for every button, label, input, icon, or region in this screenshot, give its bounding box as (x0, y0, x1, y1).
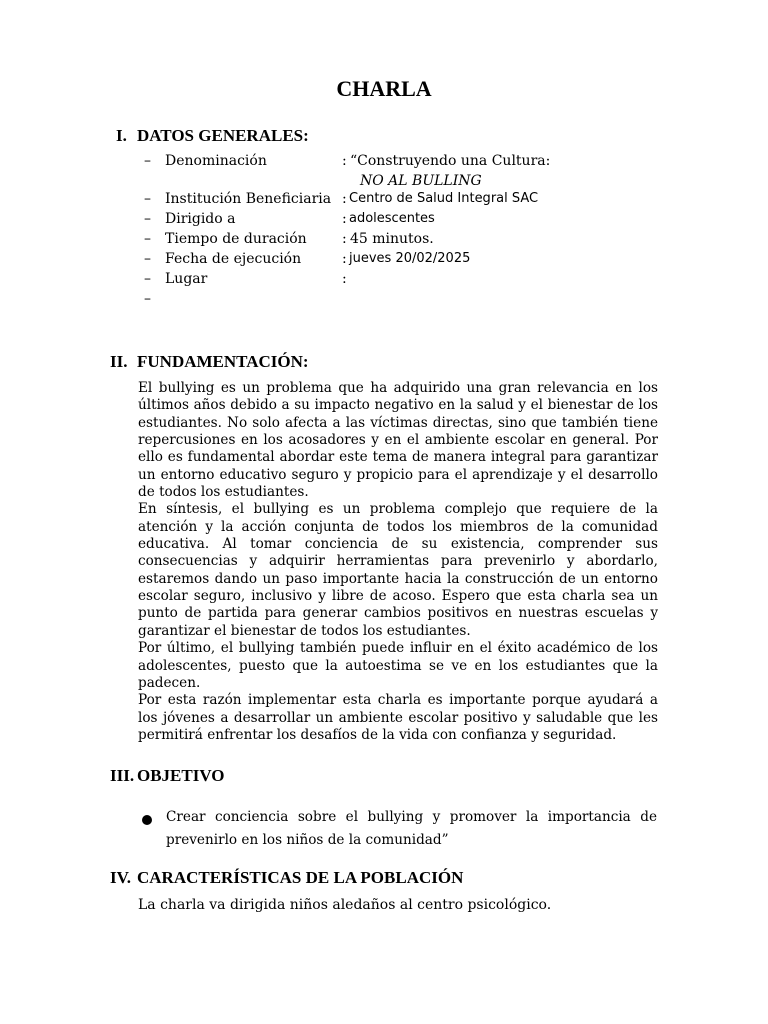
section-number: IV. (110, 868, 131, 887)
section-title: FUNDAMENTACIÓN: (137, 352, 309, 371)
row-dash: – (144, 211, 151, 227)
row-label: Institución Beneficiaria (165, 191, 332, 207)
fundamentacion-body (138, 380, 658, 744)
row-colon: : (342, 153, 347, 169)
section-heading-objetivo (110, 766, 225, 786)
row-dash: – (144, 251, 151, 267)
section-number: I. (116, 126, 127, 145)
row-colon: : (342, 191, 347, 207)
paragraph: En síntesis, el bullying es un problema complejo que requiere de la atención y la acción conjunta de todos los miembros de la comunidad educativa. Al tomar conciencia de su existencia, comprender sus consecuencias y adquirir herramientas para prevenirlo y abordarlo, estaremos dando un paso importante hacia la construcción de un entorno escolar seguro, inclusivo y libre de acoso. Espero que esta charla sea un punto de partida para generar cambios positivos en nuestras escuelas y garantizar el bienestar de todos los estudiantes. (138, 501, 658, 639)
paragraph: Por esta razón implementar esta charla es importante porque ayudará a los jóvenes a desarrollar un ambiente escolar positivo y saludable que les permitirá enfrentar los desafíos de la vida con confianza y seguridad. (138, 692, 658, 743)
row-label: Lugar (165, 271, 208, 287)
row-dash: – (144, 291, 151, 307)
section-title: DATOS GENERALES: (137, 126, 309, 145)
row-value: “Construyendo una Cultura: (350, 153, 551, 169)
row-colon: : (342, 231, 347, 247)
poblacion-text: La charla va dirigida niños aledaños al centro psicológico. (138, 897, 552, 913)
section-number: III. (110, 766, 135, 785)
paragraph: Por último, el bullying también puede influir en el éxito académico de los adolescentes, puesto que la autoestima se ve en los estudiantes que la padecen. (138, 640, 658, 691)
row-colon: : (342, 271, 347, 287)
row-label: Denominación (165, 153, 267, 169)
row-label: Tiempo de duración (165, 231, 307, 247)
row-label: Dirigido a (165, 211, 236, 227)
row-label: Fecha de ejecución (165, 251, 302, 267)
section-title: CARACTERÍSTICAS DE LA POBLACIÓN (137, 868, 464, 887)
section-title: OBJETIVO (137, 766, 225, 785)
bullet-icon (142, 815, 152, 825)
row-colon: : (342, 211, 347, 227)
row-dash: – (144, 191, 151, 207)
section-heading-datos (116, 126, 309, 146)
paragraph: El bullying es un problema que ha adquirido una gran relevancia en los últimos años debido a su impacto negativo en la salud y el bienestar de los estudiantes. No solo afecta a las víctimas directas, sino que también tiene repercusiones en los acosadores y en el ambiente escolar en general. Por ello es fundamental abordar este tema de manera integral para garantizar un entorno educativo seguro y propicio para el aprendizaje y el desarrollo de todos los estudiantes. (138, 380, 658, 501)
row-value: jueves 20/02/2025 (349, 251, 471, 266)
bullet-text: Crear conciencia sobre el bullying y promover la importancia de prevenirlo en los niños de la comunidad” (166, 809, 657, 848)
row-value: adolescentes (349, 211, 435, 226)
section-heading-poblacion (110, 868, 463, 888)
row-value: NO AL BULLING (360, 173, 482, 189)
section-heading-fundamentacion (110, 352, 309, 372)
row-dash: – (144, 271, 151, 287)
document-title: CHARLA (336, 76, 432, 101)
row-value: Centro de Salud Integral SAC (349, 191, 539, 206)
row-colon: : (342, 251, 347, 267)
row-dash: – (144, 153, 151, 169)
row-value: 45 minutos. (350, 231, 434, 247)
row-dash: – (144, 231, 151, 247)
section-number: II. (110, 352, 128, 371)
